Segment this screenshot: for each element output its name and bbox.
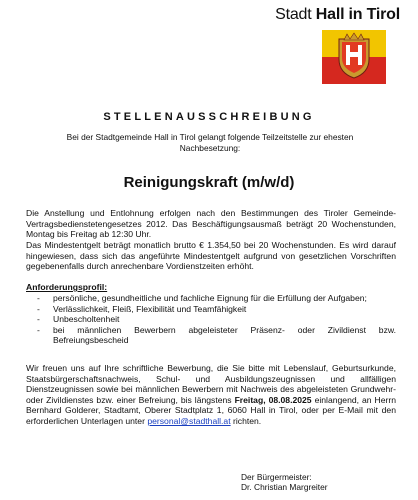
city-brand-wordmark	[275, 6, 400, 24]
application-paragraph	[26, 363, 396, 427]
brand-name: Hall in Tirol	[315, 6, 400, 23]
crest-crown	[344, 33, 364, 40]
salary-paragraph: Das Mindestentgelt beträgt monatlich brutto € 1.354,50 bei 20 Wochenstunden. Es wird darauf hingewiesen, dass sich das angeführte Mindestentgelt aufgrund von gesetzlichen Vorschriften gegebenenfalls durch anrechenbare Vordienstzeiten erhöht.	[26, 240, 396, 272]
document-heading: STELLENAUSSCHREIBUNG	[103, 111, 315, 123]
application-text: Wir freuen uns auf Ihre schriftliche Bewerbung, die Sie bitte mit Lebenslauf, Geburtsurkunde, Staatsbürgerschaftsnachweis, Schul- und Ausbildungszeugnissen und allfälligen Dienstzeugnissen sowie bei männlichen Bewerbern mit Nachweis des abgeleisteten Grundwehr- oder Zivildienstes bzw. einer Befreiung, bis längstens	[26, 363, 396, 405]
application-closing: richten.	[230, 415, 262, 426]
list-item: - Verlässlichkeit, Fleiß, Flexibilität und Teamfähigkeit	[26, 304, 396, 315]
requirements-list	[26, 293, 396, 346]
list-item: - bei männlichen Bewerbern abgeleisteter Präsenz- oder Zivildienst bzw. Befreiungsbescheid	[26, 325, 396, 346]
requirements-heading: Anforderungsprofil:	[26, 282, 108, 292]
email-link[interactable]: personal@stadthall.at	[147, 415, 231, 426]
job-title: Reinigungskraft (m/w/d)	[123, 174, 295, 191]
signature-name: Dr. Christian Margreiter	[241, 482, 328, 493]
signature-role: Der Bürgermeister:	[241, 472, 312, 482]
application-address: einlangend, an Herrn Bernhard Golderer, Stadtamt, Oberer Stadtplatz 1, 6060 Hall in Tirol, oder per E-Mail mit den erforderlichen Unterlagen unter	[26, 394, 397, 426]
brand-prefix: Stadt	[275, 6, 312, 23]
application-deadline: Freitag, 08.08.2025	[234, 394, 312, 405]
intro-text: Bei der Stadtgemeinde Hall in Tirol gelangt folgende Teilzeitstelle zur ehesten Nachbesetzung:	[66, 132, 354, 153]
list-item: - persönliche, gesundheitliche und fachliche Eignung für die Erfüllung der Aufgaben;	[26, 293, 396, 304]
employment-terms-paragraph: Die Anstellung und Entlohnung erfolgen nach den Bestimmungen des Tiroler Gemeinde-Vertragsbedienstetengesetzes 2012. Das Beschäftigungsausmaß beträgt 20 Wochenstunden, Montag bis Freitag ab 12:30 Uhr.	[26, 208, 396, 240]
coat-of-arms-icon	[322, 30, 386, 84]
signature-block	[241, 472, 328, 493]
list-item: - Unbescholtenheit	[26, 314, 396, 325]
